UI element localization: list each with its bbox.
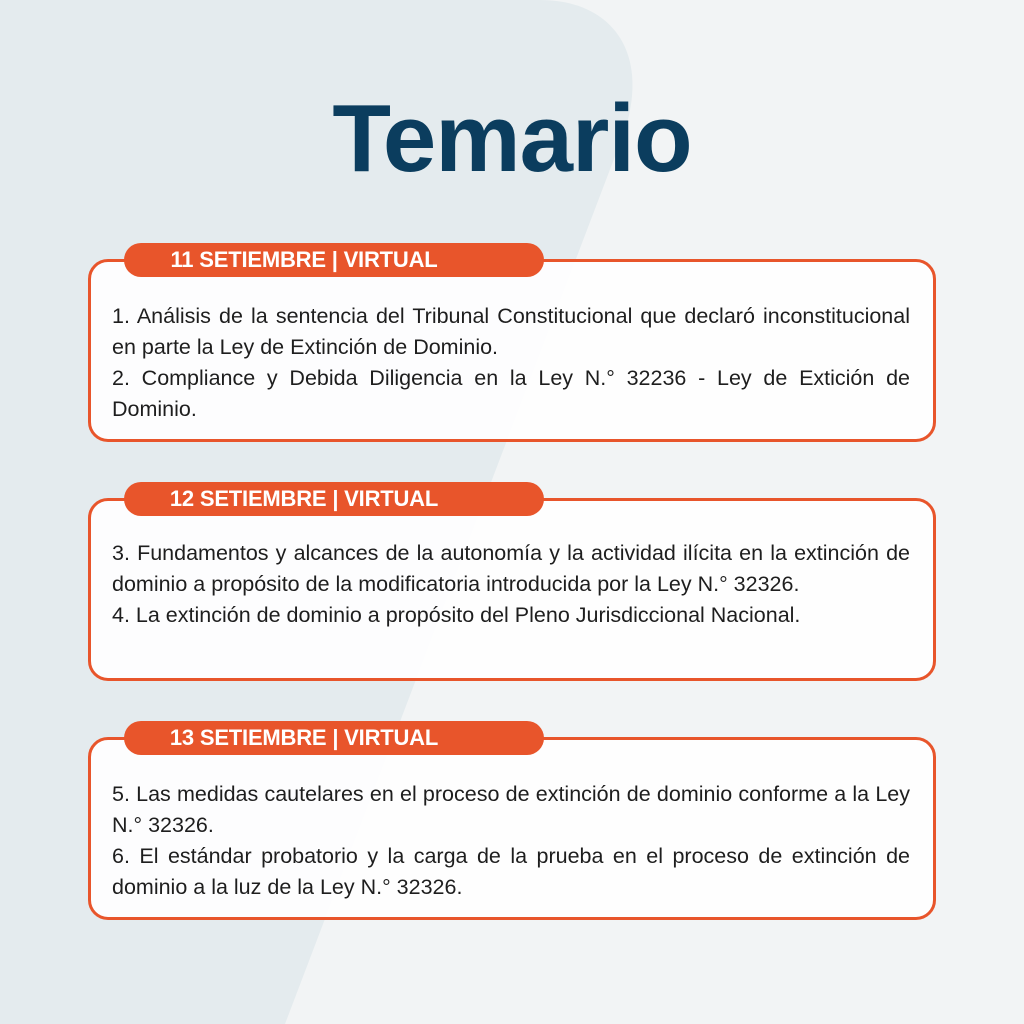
topic-item-1: 1. Análisis de la sentencia del Tribunal Constitucional que declaró inconstitucional en parte la Ley de Extinción de Dominio. (112, 304, 910, 359)
topic-item-5: 5. Las medidas cautelares en el proceso de extinción de dominio conforme a la Ley N.° 32326. (112, 782, 910, 837)
session-1-topic-list (112, 301, 910, 425)
session-3-topic-list (112, 779, 910, 903)
session-2-topic-list (112, 538, 910, 631)
topic-item-3: 3. Fundamentos y alcances de la autonomía y la actividad ilícita en la extinción de dominio a propósito de la modificatoria introducida por la Ley N.° 32326. (112, 541, 910, 596)
page-title: Temario (332, 85, 692, 192)
session-3-date-badge: 13 SETIEMBRE | VIRTUAL (124, 721, 544, 755)
topic-item-2: 2. Compliance y Debida Diligencia en la Ley N.° 32236 - Ley de Extición de Dominio. (112, 366, 910, 421)
topic-item-4: 4. La extinción de dominio a propósito del Pleno Jurisdiccional Nacional. (112, 603, 801, 627)
session-1-date-badge: 11 SETIEMBRE | VIRTUAL (124, 243, 544, 277)
topic-item-6: 6. El estándar probatorio y la carga de la prueba en el proceso de extinción de dominio a la luz de la Ley N.° 32326. (112, 844, 910, 899)
session-2-date-badge: 12 SETIEMBRE | VIRTUAL (124, 482, 544, 516)
